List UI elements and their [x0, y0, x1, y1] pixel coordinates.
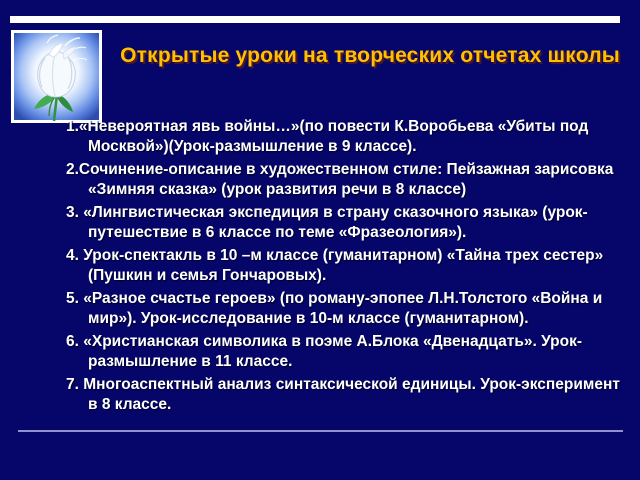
- top-divider-bar: [10, 16, 620, 23]
- lesson-item-7: 7. Многоаспектный анализ синтаксической единицы. Урок-эксперимент в 8 классе.: [66, 376, 620, 413]
- slide-title: Открытые уроки на творческих отчетах школы: [120, 44, 620, 67]
- lesson-item-1: 1.«Невероятная явь войны…»(по повести К.Воробьева «Убиты под Москвой»)(Урок-размышление в 9 классе).: [66, 118, 589, 155]
- bottom-divider-line: [18, 430, 623, 432]
- lesson-item-4: 4. Урок-спектакль в 10 –м классе (гуманитарном) «Тайна трех сестер» (Пушкин и семья Гончаровых).: [66, 247, 604, 284]
- lesson-item-5: 5. «Разное счастье героев» (по роману-эпопее Л.Н.Толстого «Война и мир»). Урок-исследование в 10-м классе (гуманитарном).: [66, 290, 603, 327]
- lesson-list: [66, 117, 622, 418]
- rose-icon: [11, 30, 102, 123]
- lesson-item-3: 3. «Лингвистическая экспедиция в страну сказочного языка» (урок-путешествие в 6 классе по теме «Фразеология»).: [66, 204, 588, 241]
- lesson-item-6: 6. «Христианская символика в поэме А.Блока «Двенадцать». Урок-размышление в 11 классе.: [66, 333, 583, 370]
- lesson-item-2: 2.Сочинение-описание в художественном стиле: Пейзажная зарисовка «Зимняя сказка» (урок развития речи в 8 классе): [66, 161, 614, 198]
- white-rose-image: [11, 30, 102, 123]
